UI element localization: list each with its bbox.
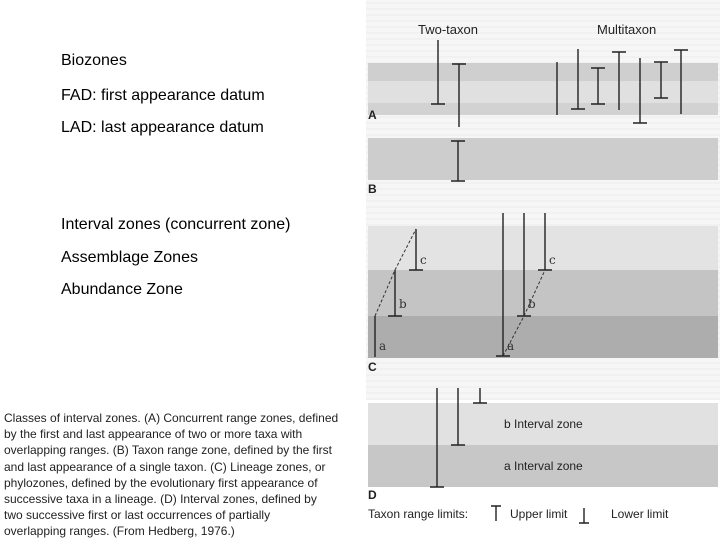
panel-label-c: C xyxy=(368,360,377,374)
zone-label-b-right: b xyxy=(528,297,536,311)
note-biozones: Biozones xyxy=(61,52,127,69)
zone-label-a-right: a xyxy=(507,339,515,353)
note-fad: FAD: first appearance datum xyxy=(61,87,265,104)
zone-label-c-right: c xyxy=(549,253,556,267)
caption-line: Classes of interval zones. (A) Concurrent range zones, defined xyxy=(4,411,339,425)
caption-line: successive taxa in a lineage. (D) Interval zones, defined by xyxy=(4,492,317,507)
legend-title: Taxon range limits: xyxy=(368,507,469,521)
note-assemblage-zones: Assemblage Zones xyxy=(61,249,198,266)
band-c-zone-b xyxy=(368,270,718,316)
caption-line: phylozones, defined by the evolutionary first appearance of xyxy=(4,475,318,490)
legend-upper-limit: Upper limit xyxy=(510,507,568,521)
band-a-middle xyxy=(368,81,718,103)
panel-label-b: B xyxy=(368,182,377,196)
caption-line: overlapping ranges. (B) Taxon range zone, defined by the first xyxy=(4,443,332,458)
band-b xyxy=(368,138,718,180)
caption-line: two successive first or last occurrences of partially xyxy=(4,508,271,523)
band-a-top xyxy=(368,63,718,81)
caption-line: and last appearance of a single taxon. (C) Lineage zones, or xyxy=(4,459,326,474)
header-two-taxon: Two-taxon xyxy=(418,22,478,37)
panel-label-d: D xyxy=(368,488,377,502)
caption-line: overlapping ranges. (From Hedberg, 1976.) xyxy=(4,524,235,539)
note-lad: LAD: last appearance datum xyxy=(61,119,264,136)
zone-label-b-left: b xyxy=(399,297,407,311)
panel-label-a: A xyxy=(368,108,377,122)
legend-lower-limit: Lower limit xyxy=(611,507,669,521)
b-interval-zone-label: b Interval zone xyxy=(504,417,583,431)
upper-limit-icon xyxy=(491,506,501,521)
lower-limit-icon xyxy=(579,508,589,523)
note-abundance-zone: Abundance Zone xyxy=(61,281,183,298)
header-multitaxon: Multitaxon xyxy=(597,22,657,37)
a-interval-zone-label: a Interval zone xyxy=(504,459,583,473)
note-interval-zones: Interval zones (concurrent zone) xyxy=(61,216,291,233)
band-c-zone-a xyxy=(368,316,718,358)
zone-label-c-left: c xyxy=(420,253,427,267)
zone-label-a-left: a xyxy=(379,339,387,353)
caption-line: by the first and last appearance of two or more taxa with xyxy=(4,427,303,442)
band-a-bottom xyxy=(368,103,718,115)
